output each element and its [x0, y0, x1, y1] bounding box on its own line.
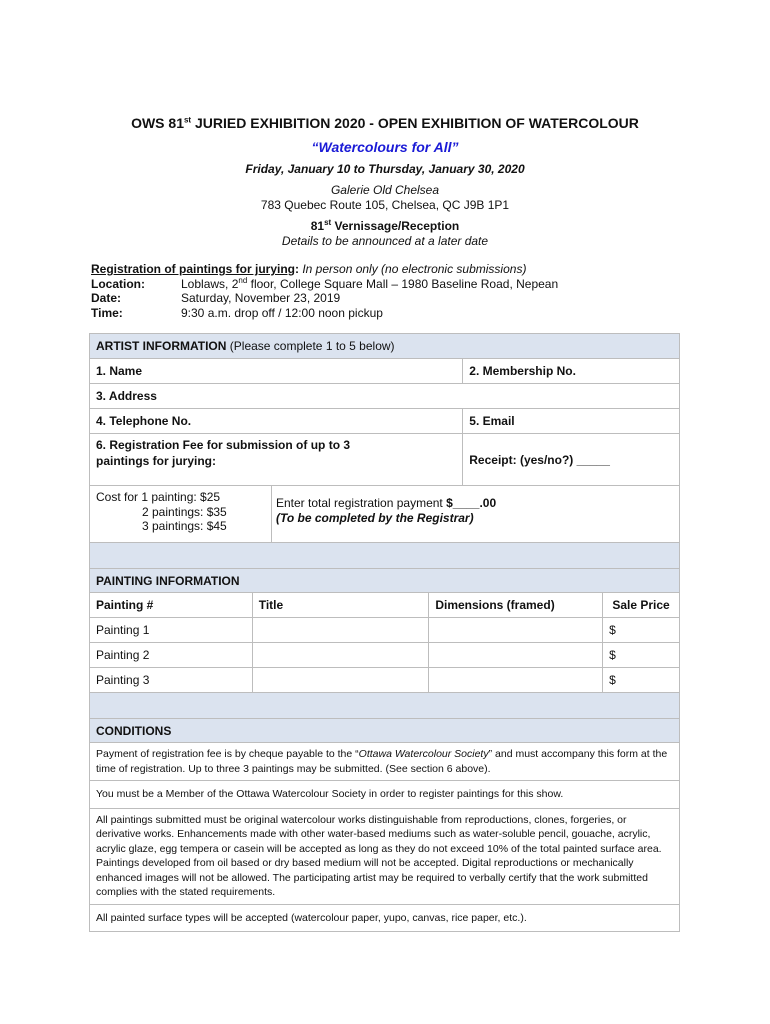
painting-label: Painting 2: [90, 643, 253, 668]
email-field[interactable]: 5. Email: [463, 409, 680, 434]
spacer-row: [90, 543, 680, 569]
fee-1-painting: Cost for 1 painting: $25: [96, 490, 221, 504]
painting-label: Painting 3: [90, 668, 253, 693]
dimensions-cell[interactable]: [429, 643, 603, 668]
conditions-heading: CONDITIONS: [90, 719, 680, 743]
location-value: Loblaws, 2nd floor, College Square Mall – 1980 Baseline Road, Nepean: [181, 275, 559, 291]
price-cell[interactable]: $: [603, 618, 680, 643]
name-field[interactable]: 1. Name: [90, 359, 463, 384]
fee-schedule: [90, 486, 272, 542]
col-painting-number: Painting #: [90, 593, 253, 618]
painting-row: [90, 668, 680, 693]
painting-row: [90, 618, 680, 643]
exhibition-dates: Friday, January 10 to Thursday, January 30, 2020: [245, 162, 525, 176]
registration-heading: Registration of paintings for jurying: In person only (no electronic submissions): [91, 262, 527, 276]
condition-membership: You must be a Member of the Ottawa Watercolour Society in order to register paintings for this show.: [90, 781, 680, 809]
vernissage-heading: 81st Vernissage/Reception: [310, 218, 460, 233]
payment-note: (To be completed by the Registrar): [276, 511, 474, 525]
exhibition-subtitle: “Watercolours for All”: [311, 139, 459, 155]
time-value: 9:30 a.m. drop off / 12:00 noon pickup: [181, 305, 383, 320]
condition-surface-types: All painted surface types will be accepted (watercolour paper, yupo, canvas, rice paper, etc.).: [90, 904, 680, 932]
address-field[interactable]: 3. Address: [90, 384, 680, 409]
fee-2-paintings: 2 paintings: $35: [142, 504, 227, 519]
registration-fee-label: 6. Registration Fee for submission of up to 3 paintings for jurying:: [90, 434, 463, 486]
painting-info-heading: PAINTING INFORMATION: [90, 569, 680, 593]
dimensions-cell[interactable]: [429, 618, 603, 643]
dimensions-cell[interactable]: [429, 668, 603, 693]
spacer-row: [90, 693, 680, 719]
painting-label: Painting 1: [90, 618, 253, 643]
time-label: Time:: [91, 305, 123, 320]
membership-field[interactable]: 2. Membership No.: [463, 359, 680, 384]
location-label: Location:: [91, 276, 145, 291]
condition-payment: Payment of registration fee is by cheque payable to the “Ottawa Watercolour Society” and must accompany this form at the time of registration. Up to three 3 paintings may be submitted. (See section 6 above).: [90, 743, 680, 781]
date-label: Date:: [91, 291, 122, 305]
venue-address: 783 Quebec Route 105, Chelsea, QC J9B 1P1: [260, 198, 510, 212]
condition-originality: All paintings submitted must be original watercolour works distinguishable from reproductions, clones, forgeries, or derivative works. Enhancements made with other water-based mediums such as water-soluble pencil, gouache, acrylic, acrylic glaze, egg tempera or casein will be accepted as long as they do not exceed 10% of the total painted surface area. Paintings developed from oil based or dry based medium will not be accepted. Digital reproductions or mechanically enhanced images will not be allowed. The participating artist may be required to verbally certify that the work submitted complies with the stated requirements.: [90, 808, 680, 904]
col-dimensions: Dimensions (framed): [429, 593, 603, 618]
fee-3-paintings: 3 paintings: $45: [142, 519, 227, 533]
vernissage-details: Details to be announced at a later date: [281, 234, 489, 248]
page-title: OWS 81st JURIED EXHIBITION 2020 - OPEN EXHIBITION OF WATERCOLOUR: [131, 115, 639, 131]
registration-info: [91, 262, 558, 320]
receipt-field[interactable]: Receipt: (yes/no?) _____: [463, 434, 680, 486]
telephone-field[interactable]: 4. Telephone No.: [90, 409, 463, 434]
title-cell[interactable]: [252, 668, 429, 693]
payment-blank[interactable]: $____.00: [446, 496, 497, 510]
artist-info-heading: ARTIST INFORMATION (Please complete 1 to 5 below): [90, 334, 680, 359]
date-value: Saturday, November 23, 2019: [181, 291, 341, 305]
price-cell[interactable]: $: [603, 643, 680, 668]
price-cell[interactable]: $: [603, 668, 680, 693]
col-title: Title: [252, 593, 429, 618]
payment-entry[interactable]: [272, 486, 496, 542]
col-sale-price: Sale Price: [603, 593, 680, 618]
title-cell[interactable]: [252, 618, 429, 643]
painting-row: [90, 643, 680, 668]
payment-label: Enter total registration payment: [276, 496, 447, 510]
title-cell[interactable]: [252, 643, 429, 668]
registration-form-table: [89, 333, 680, 932]
venue-name: Galerie Old Chelsea: [330, 183, 440, 197]
